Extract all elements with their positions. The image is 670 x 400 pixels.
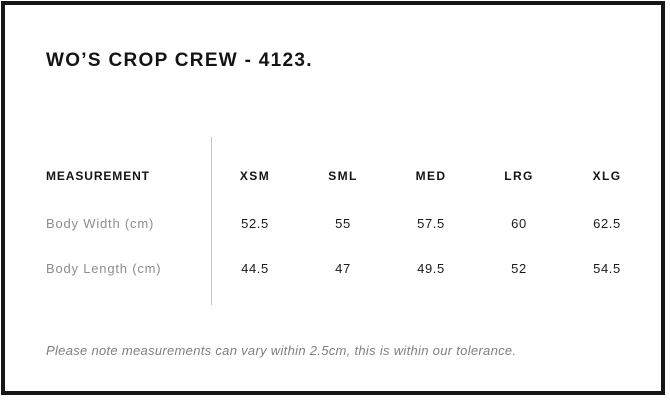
column-header-measurement: MEASUREMENT [46, 169, 150, 183]
body-width-xlg: 62.5 [593, 215, 621, 231]
body-width-lrg: 60 [511, 215, 527, 231]
tolerance-note: Please note measurements can vary within 2.5cm, this is within our tolerance. [46, 343, 517, 358]
column-header-xsm: XSM [239, 169, 271, 183]
body-length-lrg: 52 [511, 260, 527, 276]
body-length-med: 49.5 [417, 260, 445, 276]
product-title: WO’S CROP CREW - 4123. [46, 50, 313, 71]
body-length-xlg: 54.5 [593, 260, 621, 276]
panel-border-frame [1, 1, 665, 395]
body-width-med: 57.5 [417, 215, 445, 231]
column-header-med: MED [415, 169, 447, 183]
body-length-xsm: 44.5 [241, 260, 269, 276]
column-header-sml: SML [328, 169, 358, 183]
row-label-body-length: Body Length (cm) [46, 260, 162, 276]
body-length-sml: 47 [335, 260, 351, 276]
body-width-xsm: 52.5 [241, 215, 269, 231]
column-header-lrg: LRG [504, 169, 534, 183]
column-header-xlg: XLG [592, 169, 622, 183]
body-width-sml: 55 [335, 215, 351, 231]
row-label-body-width: Body Width (cm) [46, 215, 155, 231]
table-vertical-divider [211, 137, 212, 305]
size-chart-table [46, 151, 651, 291]
